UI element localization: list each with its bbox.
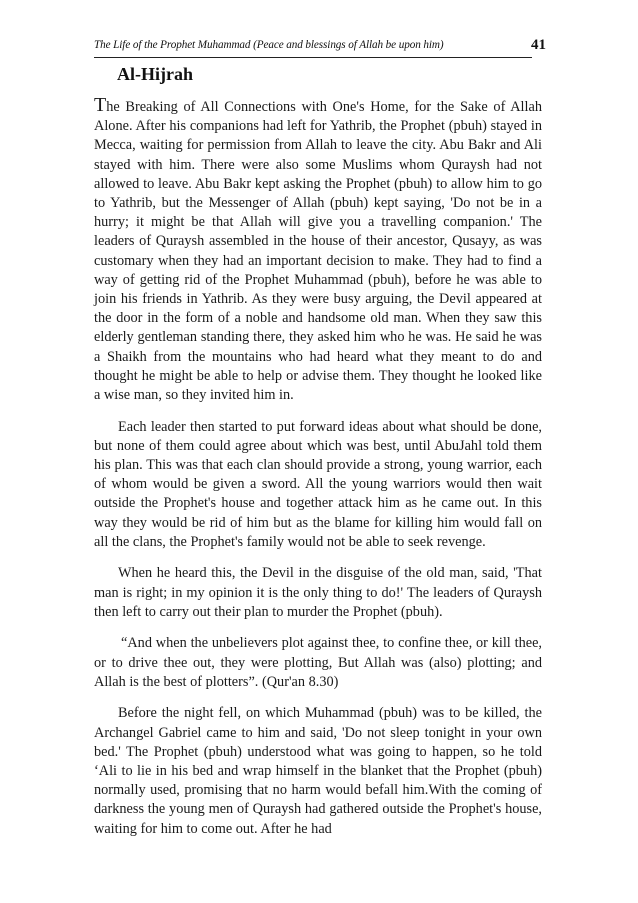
header-rule <box>94 57 532 58</box>
body-text <box>94 94 542 851</box>
page-number: 41 <box>531 37 546 53</box>
running-header-title: The Life of the Prophet Muhammad (Peace and blessings of Allah be upon him) <box>94 39 444 51</box>
paragraph-5: Before the night fell, on which Muhammad (pbuh) was to be killed, the Archangel Gabriel came to him and said, 'Do not sleep tonight in your own bed.' The Prophet (pbuh) understood what was going to happen, so he told ‘Ali to lie in his bed and wrap himself in the blanket that the Prophet (pbuh) normally used, promising that no harm would befall him.With the coming of darkness the young men of Quraysh had gathered outside the Prophet's house, waiting for him to come out. After he had <box>94 705 542 837</box>
paragraph-1 <box>94 94 542 405</box>
paragraph-initial: T <box>94 94 107 116</box>
quran-quote-paragraph: “And when the unbelievers plot against thee, to confine thee, or kill thee, or to drive thee out, they were plotting, But Allah was (also) plotting; and Allah is the best of plotters”. (Qur'an 8.30) <box>94 635 542 690</box>
running-header <box>94 37 546 59</box>
section-heading: Al-Hijrah <box>117 64 193 84</box>
paragraph-1-text: he Breaking of All Connections with One's Home, for the Sake of Allah Alone. After his companions had left for Yathrib, the Prophet (pbuh) stayed in Mecca, waiting for permission from Allah to leave the city. Abu Bakr and Ali stayed with him. There were also some Muslims whom Quraysh had not allowed to leave. Abu Bakr kept asking the Prophet (pbuh) to allow him to go to Yathrib, but the Messenger of Allah (pbuh) kept saying, 'Do not be in a hurry; it might be that Allah will give you a travelling companion.' The leaders of Quraysh assembled in the house of their ancestor, Qusayy, as was customary when they had an important decision to make. They had to find a way of getting rid of the Prophet Muhammad (pbuh), before he was able to join his friends in Yathrib. As they were busy arguing, the Devil appeared at the door in the form of a noble and handsome old man. When they saw this elderly gentleman standing there, they asked him who he was. He said he was a Shaikh from the mountains who had heard what they meant to do and thought he might be able to help or advise them. They thought he looked like a wise man, so they invited him in. <box>94 99 542 404</box>
paragraph-3: When he heard this, the Devil in the disguise of the old man, said, 'That man is right; in my opinion it is the only thing to do!' The leaders of Quraysh then left to carry out their plan to murder the Prophet (pbuh). <box>94 565 542 620</box>
paragraph-2: Each leader then started to put forward ideas about what should be done, but none of them could agree about which was best, until AbuJahl told them his plan. This was that each clan should provide a strong, young warrior, each of whom would be given a sword. All the young warriors would then wait outside the Prophet's house and together attack him as he came out. In this way they would be rid of him but as the blame for killing him would fall on all the clans, the Prophet's family would not be able to seek revenge. <box>94 418 542 550</box>
